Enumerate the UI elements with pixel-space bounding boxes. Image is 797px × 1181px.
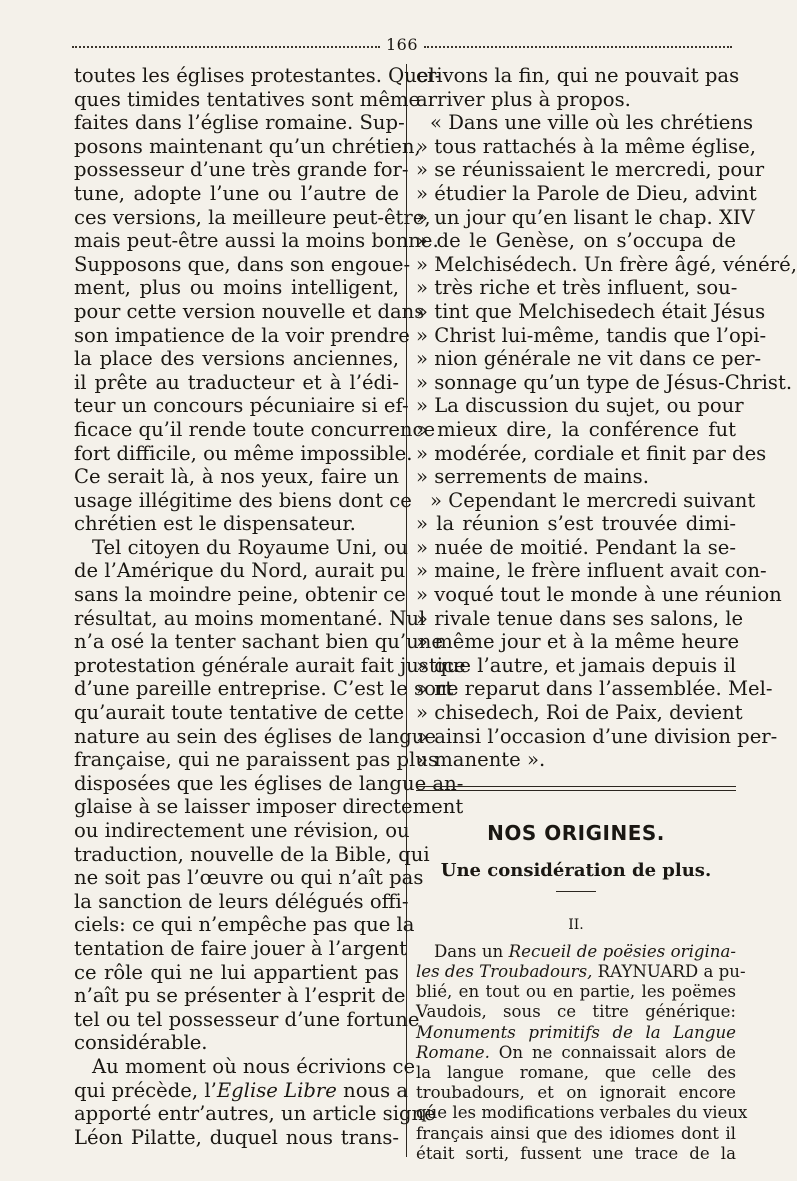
text-line: nature au sein des églises de langue: [74, 724, 436, 748]
text-line: » serrements de mains.: [416, 465, 649, 489]
text-line: arriver plus à propos.: [416, 87, 631, 111]
short-rule: [556, 891, 596, 892]
text-line: troubadours, et on ignorait encore: [416, 1083, 736, 1103]
text-line: ciels: ce qui n’empêche pas que la: [74, 913, 415, 937]
text-line: blié, en tout ou en partie, les poëmes: [416, 982, 736, 1002]
text-line: était sorti, fussent une trace de la: [416, 1143, 736, 1163]
text-line: ne soit pas l’œuvre ou qui n’aît pas: [74, 866, 424, 890]
text-line: faites dans l’église romaine. Sup-: [74, 111, 405, 135]
text-line: résultat, au moins momentané. Nul: [74, 606, 426, 630]
author-name: RAYNUARD: [592, 962, 699, 982]
text-line: sans la moindre peine, obtenir ce: [74, 583, 406, 607]
text-line: teur un concours pécuniaire si ef-: [74, 394, 409, 418]
text-line: usage illégitime des biens dont ce: [74, 488, 412, 512]
text-fragment: On ne connaissait alors de: [489, 1042, 736, 1062]
text-line: » nion générale ne vit dans ce per-: [416, 347, 762, 371]
text-line: » Christ lui-même, tandis que l’opi-: [416, 323, 767, 347]
text-line: » rivale tenue dans ses salons, le: [416, 606, 744, 630]
section-body: [416, 941, 748, 1164]
section-subtitle: Une considération de plus.: [440, 859, 712, 881]
text-line: ment, plus ou moins intelligent,: [74, 276, 399, 300]
text-line: apporté entr’autres, un article signé: [74, 1102, 436, 1126]
text-line: considérable.: [74, 1031, 208, 1055]
text-line: » la réunion s’est trouvée dimi-: [416, 512, 736, 536]
text-line: Au moment où nous écrivions ce: [92, 1054, 416, 1078]
text-line: » Melchisédech. Un frère âgé, vénéré,: [416, 252, 797, 276]
text-line: » étudier la Parole de Dieu, advint: [416, 181, 757, 205]
text-line: » tous rattachés à la même église,: [416, 134, 756, 158]
text-line: » maine, le frère influent avait con-: [416, 559, 767, 583]
text-line: possesseur d’une très grande for-: [74, 158, 409, 182]
text-line: la sanction de leurs délégués offi-: [74, 889, 409, 913]
text-line: » sonnage qu’un type de Jésus-Christ.: [416, 370, 793, 394]
text-line-mixed: [416, 962, 746, 982]
text-line: ou indirectement une révision, ou: [74, 819, 410, 842]
text-line: il prête au traducteur et à l’édi-: [74, 370, 399, 394]
text-fragment: a pu-: [698, 962, 746, 982]
section-separator: [416, 786, 736, 791]
text-line: » mieux dire, la conférence fut: [416, 417, 736, 441]
text-fragment: nous a: [336, 1078, 409, 1102]
text-line: fort difficile, ou même impossible.: [74, 441, 413, 465]
text-line: pour cette version nouvelle et dans: [74, 299, 425, 323]
text-line: » chisedech, Roi de Paix, devient: [416, 701, 743, 725]
book-title: Romane.: [416, 1042, 490, 1062]
text-line: Vaudois, sous ce titre générique:: [416, 1002, 736, 1022]
text-line: ficace qu’il rende toute concurrence: [74, 417, 436, 441]
text-line: chrétien est le dispensateur.: [74, 512, 356, 536]
text-line: Tel citoyen du Royaume Uni, ou: [92, 535, 409, 559]
text-line: protestation générale aurait fait justice: [74, 653, 466, 677]
text-line: son impatience de la voir prendre: [74, 323, 410, 347]
text-line: Supposons que, dans son engoue-: [74, 252, 411, 276]
text-line-mixed: [74, 1078, 409, 1103]
book-title: les des Troubadours,: [416, 962, 593, 982]
page-number: 166: [385, 35, 419, 54]
text-line: ce rôle qui ne lui appartient pas: [74, 960, 399, 984]
header-rule-right: [424, 46, 732, 48]
text-line: mais peut-être aussi la moins bonne.: [74, 229, 439, 253]
text-line: ques timides tentatives sont même: [74, 87, 421, 111]
text-line: » un jour qu’en lisant le chap. XIV: [416, 205, 755, 229]
text-line: » La discussion du sujet, ou pour: [416, 394, 744, 418]
book-title-line: Monuments primitifs de la Langue: [416, 1022, 736, 1042]
text-line: Léon Pilatte, duquel nous trans-: [74, 1125, 399, 1149]
separator-rule: [416, 786, 736, 787]
text-line: » ainsi l’occasion d’une division per-: [416, 724, 778, 748]
text-line-mixed: [416, 1043, 736, 1063]
text-line: » tint que Melchisedech était Jésus: [416, 299, 766, 323]
text-line: n’aît pu se présenter à l’esprit de: [74, 984, 406, 1008]
text-line: qu’aurait toute tentative de cette: [74, 701, 405, 725]
text-line-mixed: [416, 942, 736, 962]
text-line: toutes les églises protestantes. Quel-: [74, 64, 442, 87]
text-line: » nuée de moitié. Pendant la se-: [416, 535, 736, 559]
text-line: d’une pareille entreprise. C’est le sort: [74, 677, 454, 701]
text-fragment: Dans un: [434, 941, 509, 961]
text-line: » modérée, cordiale et finit par des: [416, 441, 767, 465]
text-line: « Dans une ville où les chrétiens: [430, 111, 754, 135]
text-fragment: qui précède, l’: [74, 1078, 217, 1102]
text-line: tentation de faire jouer à l’argent: [74, 936, 407, 960]
text-line: Ce serait là, à nos yeux, faire un: [74, 465, 399, 489]
text-line: » se réunissaient le mercredi, pour: [416, 158, 765, 182]
page-header: [72, 36, 732, 56]
right-column: [416, 64, 797, 1164]
text-line: » ne reparut dans l’assemblée. Mel-: [416, 677, 773, 701]
text-line: posons maintenant qu’un chrétien,: [74, 134, 421, 158]
part-number: II.: [568, 916, 584, 933]
separator-rule: [416, 790, 736, 791]
text-line: » voqué tout le monde à une réunion: [416, 583, 782, 607]
text-line: français ainsi que des idiomes dont il: [416, 1123, 736, 1143]
text-line: » très riche et très influent, sou-: [416, 276, 738, 300]
book-title: Recueil de poësies origina-: [508, 941, 736, 961]
text-line: » de le Genèse, on s’occupa de: [416, 229, 736, 253]
text-line: » que l’autre, et jamais depuis il: [416, 653, 736, 677]
text-line: la langue romane, que celle des: [416, 1063, 736, 1083]
text-line: » même jour et à la même heure: [416, 630, 740, 654]
journal-title: Eglise Libre: [216, 1078, 337, 1102]
text-line: tune, adopte l’une ou l’autre de: [74, 181, 399, 205]
text-line: que les modifications verbales du vieux: [416, 1103, 748, 1123]
text-line: de l’Amérique du Nord, aurait pu: [74, 559, 406, 583]
text-line: crivons la fin, qui ne pouvait pas: [416, 64, 740, 87]
text-line: tel ou tel possesseur d’une fortune: [74, 1007, 420, 1031]
text-line: traduction, nouvelle de la Bible, qui: [74, 842, 430, 866]
text-line: » manente ».: [416, 748, 546, 772]
text-line: ces versions, la meilleure peut-être,: [74, 205, 431, 229]
text-line: française, qui ne paraissent pas plus: [74, 748, 439, 772]
text-line: glaise à se laisser imposer directement: [74, 795, 464, 819]
text-line: disposées que les églises de langue an-: [74, 771, 464, 795]
text-line: » Cependant le mercredi suivant: [430, 488, 756, 512]
text-line: la place des versions anciennes,: [74, 347, 399, 371]
section-title: NOS ORIGINES.: [487, 820, 665, 845]
text-line: n’a osé la tenter sachant bien qu’une: [74, 630, 443, 654]
